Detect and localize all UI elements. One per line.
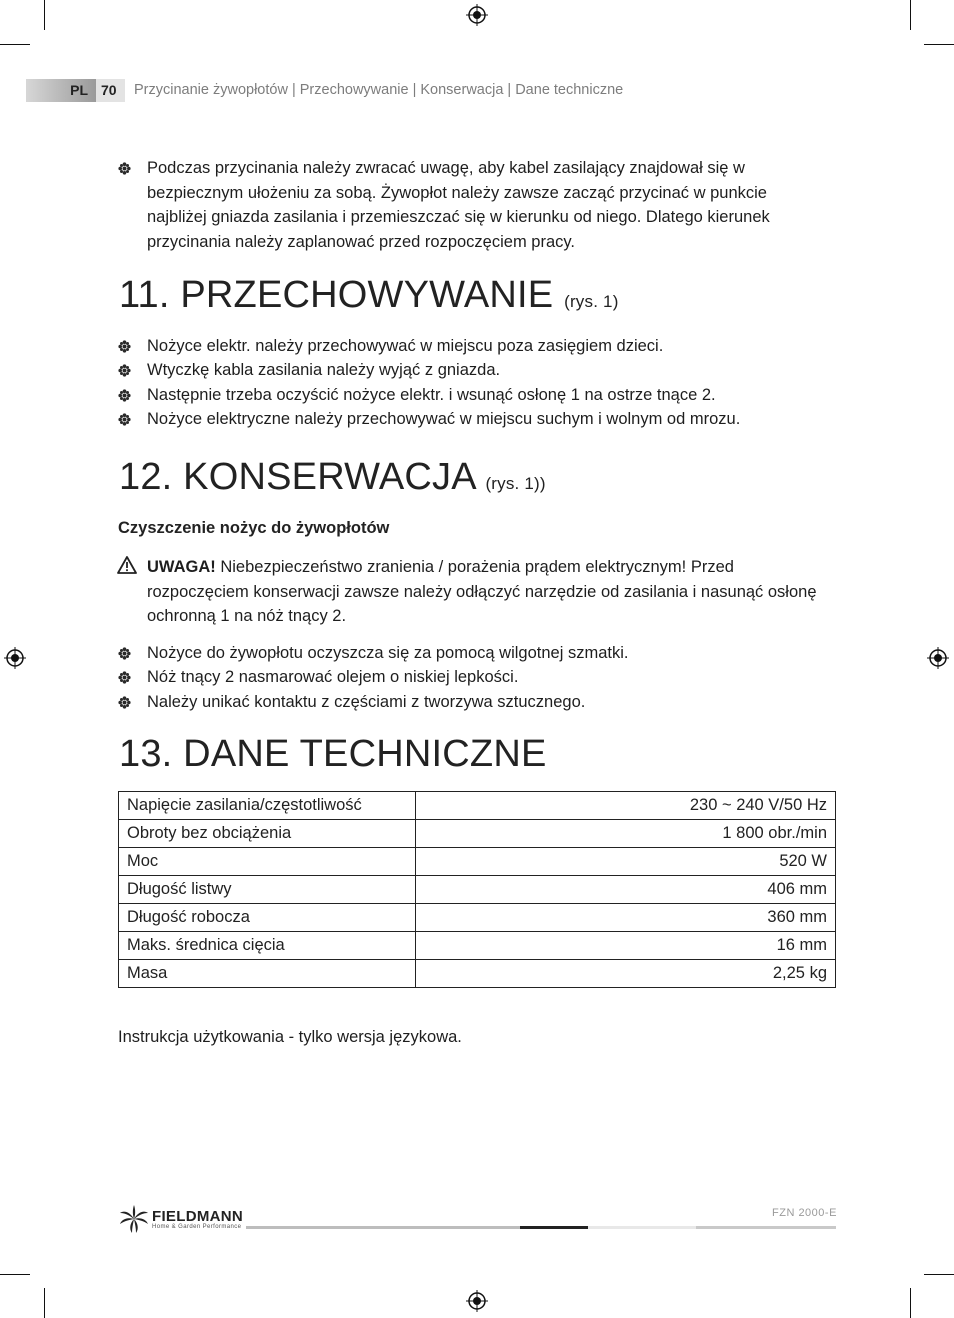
table-row	[119, 904, 836, 932]
brand-name: FIELDMANN	[152, 1208, 244, 1225]
list-item: Nożyce do żywopłotu oczyszcza się za pomocą wilgotnej szmatki.	[147, 644, 629, 662]
spec-key: Moc	[119, 848, 416, 876]
language-tab	[26, 79, 96, 102]
list-item: Następnie trzeba oczyścić nożyce elektr. i wsunąć osłonę 1 na ostrze tnące 2.	[147, 386, 716, 404]
crop-mark	[44, 1288, 45, 1318]
footer-divider	[520, 1226, 588, 1229]
section-heading-technical-data: 13. DANE TECHNICZNE	[119, 733, 547, 775]
crop-mark	[910, 0, 911, 30]
figure-reference: (rys. 1)	[564, 292, 619, 311]
footer-divider	[588, 1226, 696, 1229]
model-number: FZN 2000-E	[772, 1207, 837, 1219]
spec-value: 2,25 kg	[416, 960, 836, 988]
list-item: Nożyce elektr. należy przechowywać w miejscu poza zasięgiem dzieci.	[147, 337, 664, 355]
list-item: Nożyce elektryczne należy przechowywać w miejscu suchym i wolnym od mrozu.	[147, 410, 741, 428]
spec-key: Maks. średnica cięcia	[119, 932, 416, 960]
warning-label: UWAGA!	[147, 558, 216, 576]
technical-data-table	[118, 791, 836, 988]
crosshair-registration-icon	[466, 4, 488, 26]
table-row	[119, 820, 836, 848]
spec-key: Napięcie zasilania/częstotliwość	[119, 792, 416, 820]
intro-paragraph-line: przycinania należy zaplanować przed rozpoczęciem pracy.	[147, 232, 575, 251]
footer-divider	[696, 1226, 836, 1229]
heading-text: 12. KONSERWACJA	[119, 456, 475, 498]
figure-reference: (rys. 1))	[485, 474, 546, 493]
brand-tagline: Home & Garden Performance	[152, 1224, 242, 1230]
subsection-heading: Czyszczenie nożyc do żywopłotów	[118, 519, 390, 537]
crop-mark	[910, 1288, 911, 1318]
crop-mark	[0, 1274, 30, 1275]
flower-bullet-icon	[118, 340, 131, 353]
spec-value: 360 mm	[416, 904, 836, 932]
intro-paragraph-line: najbliżej gniazda zasilania i przemieszczać się w kierunku od niego. Dlatego kierunek	[147, 208, 770, 226]
heading-text: 11. PRZECHOWYWANIE	[119, 274, 554, 316]
list-item: Nóż tnący 2 nasmarować olejem o niskiej lepkości.	[147, 668, 519, 686]
warning-line: ochronną 1 na nóż tnący 2.	[147, 607, 347, 625]
crosshair-registration-icon	[927, 647, 949, 669]
spec-value: 520 W	[416, 848, 836, 876]
spec-value: 16 mm	[416, 932, 836, 960]
section-heading-storage	[119, 274, 619, 317]
page-number-box	[96, 79, 125, 102]
spec-key: Długość robocza	[119, 904, 416, 932]
language-version-note: Instrukcja użytkowania - tylko wersja językowa.	[118, 1028, 462, 1046]
table-row	[119, 848, 836, 876]
running-header-title: Przycinanie żywopłotów | Przechowywanie | Konserwacja | Dane techniczne	[134, 82, 624, 98]
list-item: Należy unikać kontaktu z częściami z tworzywa sztucznego.	[147, 693, 586, 711]
warning-triangle-icon	[117, 556, 137, 574]
table-row	[119, 960, 836, 988]
list-item: Wtyczkę kabla zasilania należy wyjąć z gniazda.	[147, 361, 501, 379]
intro-paragraph-line: Podczas przycinania należy zwracać uwagę, aby kabel zasilający znajdował się w	[147, 159, 745, 177]
table-row	[119, 876, 836, 904]
section-heading-maintenance	[119, 456, 546, 499]
spec-key: Obroty bez obciążenia	[119, 820, 416, 848]
spec-value: 230 ~ 240 V/50 Hz	[416, 792, 836, 820]
intro-paragraph-line: bezpiecznym ułożeniu za sobą. Żywopłot należy zawsze zacząć przycinać w punkcie	[147, 183, 767, 202]
crop-mark	[0, 44, 30, 45]
flower-bullet-icon	[118, 413, 131, 426]
spec-value: 1 800 obr./min	[416, 820, 836, 848]
crop-mark	[44, 0, 45, 30]
warning-line: rozpoczęciem konserwacji zawsze należy odłączyć narzędzie od zasilania i nasunąć osłonę	[147, 582, 817, 601]
crop-mark	[924, 44, 954, 45]
flower-bullet-icon	[118, 696, 131, 709]
crosshair-registration-icon	[466, 1290, 488, 1312]
warning-text: Niebezpieczeństwo zranienia / porażenia prądem elektrycznym! Przed	[220, 558, 734, 576]
page-number: 70	[101, 82, 117, 98]
spec-value: 406 mm	[416, 876, 836, 904]
spec-key: Długość listwy	[119, 876, 416, 904]
fieldmann-logo-icon	[118, 1204, 150, 1234]
flower-bullet-icon	[118, 389, 131, 402]
spec-key: Masa	[119, 960, 416, 988]
flower-bullet-icon	[118, 647, 131, 660]
warning-line	[147, 555, 734, 580]
crop-mark	[924, 1274, 954, 1275]
footer-divider	[246, 1226, 520, 1229]
language-code: PL	[70, 82, 88, 98]
flower-bullet-icon	[118, 671, 131, 684]
table-row	[119, 792, 836, 820]
crosshair-registration-icon	[4, 647, 26, 669]
flower-bullet-icon	[118, 364, 131, 377]
table-row	[119, 932, 836, 960]
flower-bullet-icon	[118, 162, 131, 175]
